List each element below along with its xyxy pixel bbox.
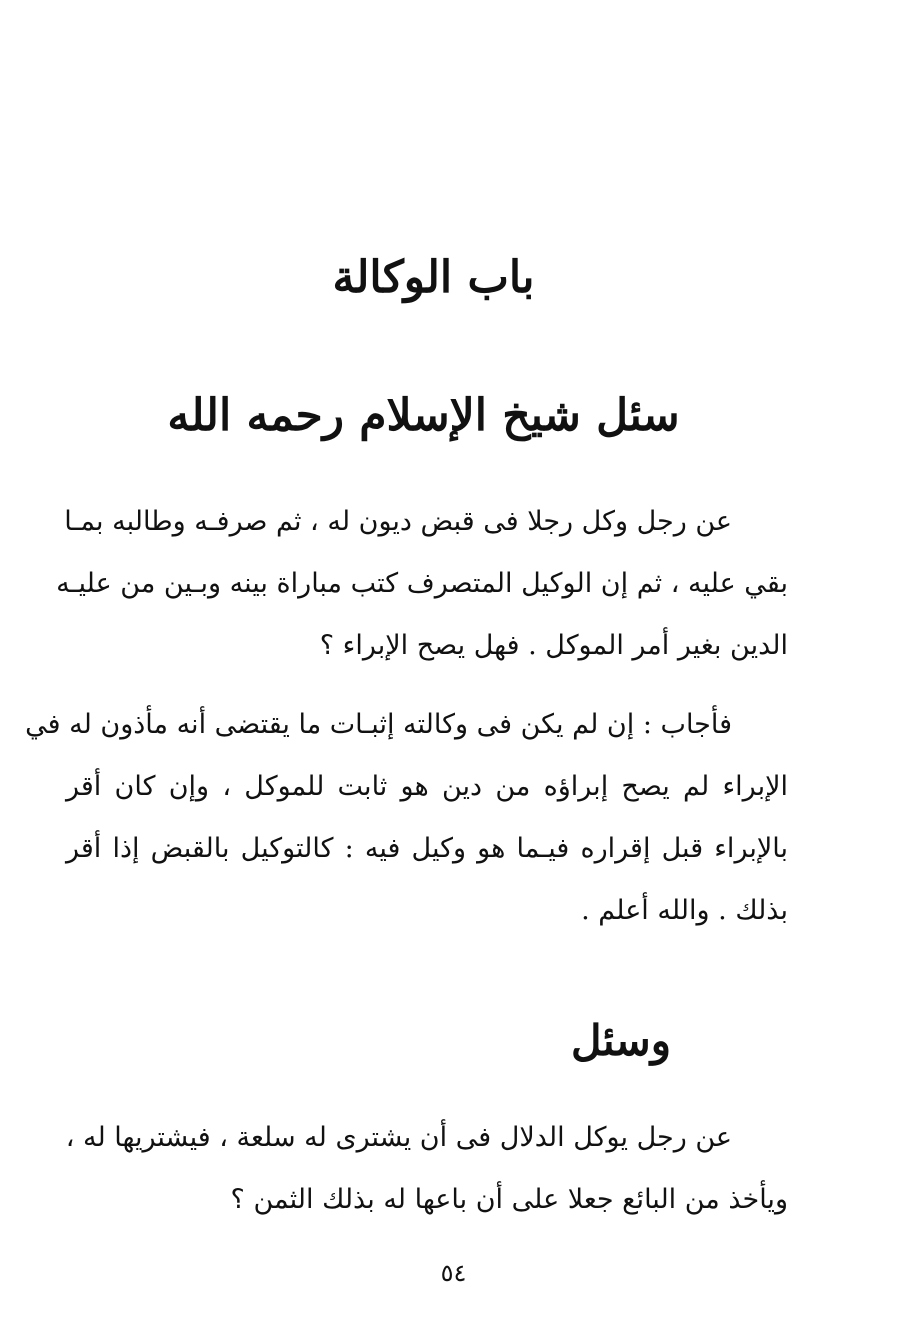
question-paragraph-2 [66,1107,788,1231]
paragraph-line: عن رجل وكل رجلا فى قبض ديون له ، ثم صرفـه وطالبه بمـا [64,506,732,537]
page-number: ٥٤ [440,1259,467,1287]
section-title: سئل شيخ الإسلام رحمه الله [167,390,680,441]
paragraph-line: الدين بغير أمر الموكل . فهل يصح الإبراء ؟ [319,630,788,661]
answer-paragraph-1 [25,694,788,942]
paragraph-line: ويأخذ من البائع جعلا على أن باعها له بذلك الثمن ؟ [230,1184,788,1215]
paragraph-line: فأجاب : إن لم يكن فى وكالته إثبـات ما يقتضى أنه مأذون له في [25,709,732,740]
chapter-title: باب الوكالة [332,252,535,303]
paragraph-line: بذلك . والله أعلم . [581,895,788,926]
paragraph-line: بالإبراء قبل إقراره فيـما هو وكيل فيه : كالتوكيل بالقبض إذا أقر [66,833,788,864]
sub-section-title: وسئل [571,1016,671,1065]
paragraph-line: عن رجل يوكل الدلال فى أن يشترى له سلعة ، فيشتريها له ، [65,1122,732,1153]
question-paragraph-1 [56,491,788,677]
paragraph-line: الإبراء لم يصح إبراؤه من دين هو ثابت للموكل ، وإن كان أقر [66,771,788,802]
paragraph-line: بقي عليه ، ثم إن الوكيل المتصرف كتب مباراة بينه وبـين من عليـه [56,568,788,599]
